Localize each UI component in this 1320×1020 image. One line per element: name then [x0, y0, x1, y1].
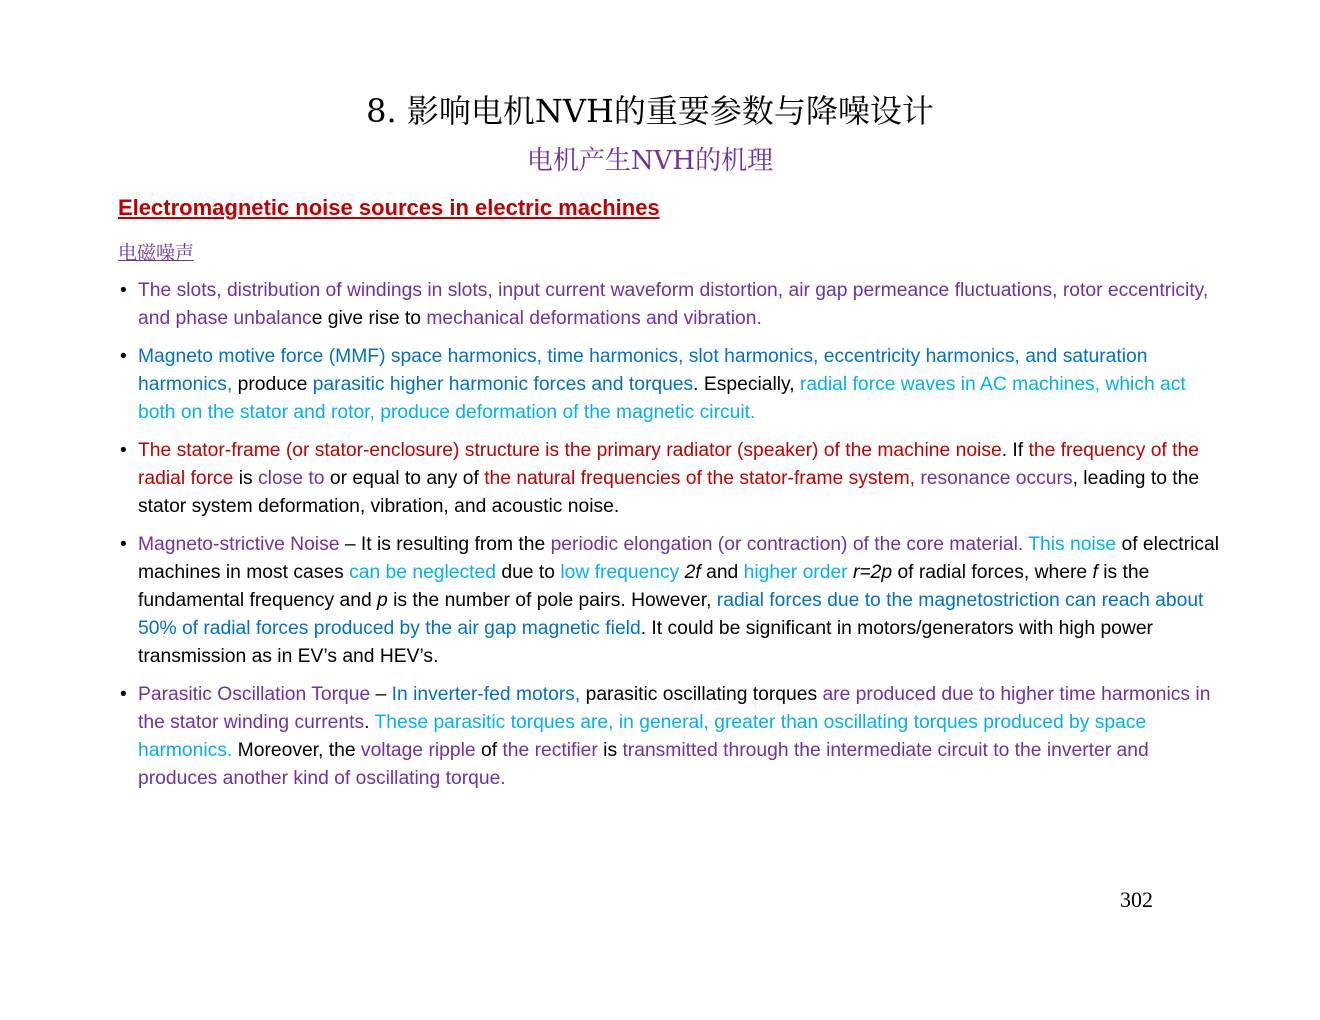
bullet-text-segment: – It is resulting from the: [339, 534, 551, 555]
bullet-item: [120, 277, 1220, 333]
bullet-text-segment: low frequency: [560, 562, 685, 583]
bullet-text-segment: .: [364, 712, 375, 733]
bullet-text-segment: , leading to the stator system deformation, vibration, and acoustic noise.: [138, 468, 1200, 517]
bullet-text-segment: e give rise to: [311, 308, 427, 329]
bullet-item: [120, 437, 1220, 521]
bullet-text-segment: is: [597, 740, 623, 761]
bullet-text-segment: the natural frequencies of the stator-frame system,: [484, 468, 921, 489]
bullet-text-segment: the rectifier: [502, 740, 598, 761]
bullet-text-segment: 2f: [684, 562, 701, 583]
bullet-dot: •: [120, 346, 127, 367]
bullet-text-segment: transmitted through the intermediate circuit to the inverter and produces another kind of oscillating torque.: [138, 740, 1149, 789]
bullet-text-segment: The slots, distribution of windings in slots, input current waveform distortion, air gap permeance fluctuations, rotor eccentricity, and phase unbalanc: [138, 280, 1209, 329]
bullet-dot: •: [120, 534, 127, 555]
bullet-text-segment: These parasitic torques are, in general, greater than oscillating torques produced by space harmonics.: [138, 712, 1147, 761]
section-sub-heading: 电磁噪声: [118, 242, 195, 264]
bullet-dot: •: [120, 280, 127, 301]
bullet-text-segment: is the number of pole pairs. However,: [387, 590, 717, 611]
bullet-text-segment: mechanical deformations and vibration.: [426, 308, 762, 329]
bullet-text-segment: In inverter-fed motors,: [391, 684, 586, 705]
bullet-text-segment: . It could be significant in motors/generators with high power transmission as in EV’s and HEV’s.: [138, 618, 1153, 667]
bullet-text-segment: of electrical machines in most cases: [138, 534, 1219, 583]
bullet-text-segment: the frequency of the radial force: [138, 440, 1199, 489]
bullet-text-segment: are produced due to higher time harmonics in the stator winding currents: [138, 684, 1211, 733]
bullet-text-segment: can be neglected: [349, 562, 496, 583]
bullet-text-segment: and: [700, 562, 744, 583]
bullet-text-segment: or equal to any of: [324, 468, 485, 489]
bullet-text-segment: Magneto motive force (MMF) space harmonics, time harmonics, slot harmonics, eccentricity harmonics, and saturation harmonics,: [138, 346, 1148, 395]
bullet-text-segment: This noise: [1028, 534, 1117, 555]
bullet-text-segment: r=2p: [852, 562, 893, 583]
bullet-text-segment: Parasitic Oscillation Torque: [138, 684, 371, 705]
bullet-item: [120, 681, 1220, 793]
bullet-text-segment: periodic elongation (or contraction) of the core material.: [550, 534, 1029, 555]
bullet-text-segment: parasitic oscillating torques: [585, 684, 823, 705]
bullet-dot: •: [120, 684, 127, 705]
bullet-text-segment: voltage ripple: [360, 740, 476, 761]
bullet-text-segment: due to: [495, 562, 561, 583]
bullet-text-segment: –: [370, 684, 392, 705]
bullet-dot: •: [120, 440, 127, 461]
bullet-text-segment: radial force waves in AC machines, which act both on the stator and rotor, produce deformation of the magnetic circuit.: [138, 374, 1186, 423]
bullet-text-segment: higher order: [743, 562, 853, 583]
bullet-text-segment: parasitic higher harmonic forces and torques: [312, 374, 694, 395]
bullet-text-segment: Magneto-strictive Noise: [138, 534, 340, 555]
bullet-item: [120, 343, 1220, 427]
bullet-text-segment: of radial forces, where: [892, 562, 1093, 583]
bullet-item: [120, 531, 1220, 671]
page-title: 8. 影响电机NVH的重要参数与降噪设计: [366, 92, 934, 130]
bullet-text-segment: p: [377, 590, 388, 611]
bullet-list: [120, 277, 1220, 803]
bullet-text-segment: resonance occurs: [920, 468, 1073, 489]
bullet-text-segment: of: [475, 740, 503, 761]
page-subtitle: 电机产生NVH的机理: [526, 146, 774, 176]
bullet-text-segment: Moreover, the: [232, 740, 361, 761]
section-heading: Electromagnetic noise sources in electric machines: [118, 195, 660, 220]
bullet-text-segment: close to: [258, 468, 325, 489]
bullet-text-segment: is: [233, 468, 259, 489]
bullet-text-segment: is the fundamental frequency and: [138, 562, 1150, 611]
bullet-text-segment: The stator-frame (or stator-enclosure) structure is the primary radiator (speaker) of the machine noise: [138, 440, 1002, 461]
bullet-text-segment: produce: [237, 374, 313, 395]
bullet-text-segment: . If: [1001, 440, 1029, 461]
bullet-text-segment: radial forces due to the magnetostriction can reach about 50% of radial forces produced by the air gap magnetic field: [138, 590, 1204, 639]
page-number: 302: [1120, 887, 1153, 912]
bullet-text-segment: . Especially,: [693, 374, 800, 395]
bullet-text-segment: f: [1092, 562, 1098, 583]
